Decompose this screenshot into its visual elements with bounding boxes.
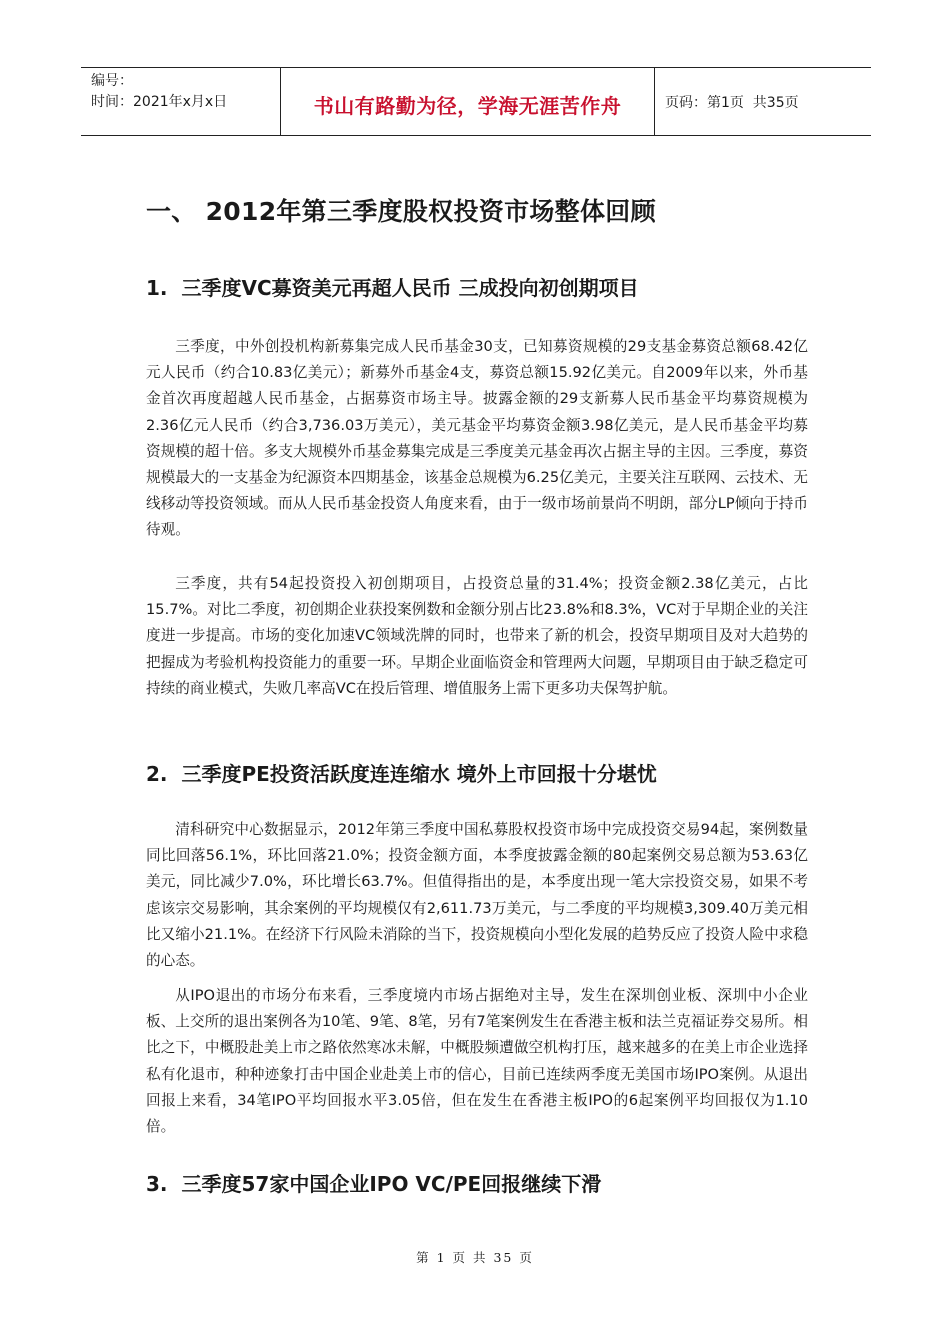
header-motto: 书山有路勤为径，学海无涯苦作舟 [313,94,622,118]
section-number: 1. [146,276,168,300]
chapter-heading: 一、 2012年第三季度股权投资市场整体回顾 [146,197,656,226]
section-number: 2. [146,762,168,786]
body-paragraph: 三季度，共有54起投资投入初创期项目，占投资总量的31.4%；投资金额2.38亿美元，占比15.7%。对比二季度，初创期企业获投案例数和金额分别占比23.8%和8.3%，VC对于早期企业的关注度进一步提高。市场的变化加速VC领域洗牌的同时，也带来了新的机会，投资早期项目及对大趋势的把握成为考验机构投资能力的重要一环。早期企业面临资金和管理两大问题，早期项目由于缺乏稳定可持续的商业模式，失败几率高VC在投后管理、增值服务上需下更多功夫保驾护航。 [146,575,808,697]
header-page-info-cell [655,68,871,135]
section-title: 三季度VC募资美元再超人民币 三成投向初创期项目 [181,276,639,300]
header-meta [81,68,281,135]
body-paragraph: 从IPO退出的市场分布来看，三季度境内市场占据绝对主导，发生在深圳创业板、深圳中小企业板、上交所的退出案例各为10笔、9笔、8笔，另有7笔案例发生在香港主板和法兰克福证券交易所。相比之下，中概股赴美上市之路依然寒冰未解，中概股频遭做空机构打压，越来越多的在美上市企业选择私有化退市，种种迹象打击中国企业赴美上市的信心，目前已连续两季度无美国市场IPO案例。从退出回报上来看，34笔IPO平均回报水平3.05倍，但在发生在香港主板IPO的6起案例平均回报仅为1.10倍。 [146,987,808,1136]
header-page-info: 页码：第1页 共35页 [665,94,799,111]
header-motto-cell [281,68,655,135]
document-time-label: 时间：2021年x月x日 [91,94,228,110]
section-title: 三季度57家中国企业IPO VC/PE回报继续下滑 [181,1172,602,1196]
document-number-label: 编号： [91,73,133,89]
body-paragraph: 清科研究中心数据显示，2012年第三季度中国私募股权投资市场中完成投资交易94起，案例数量同比回落56.1%，环比回落21.0%；投资金额方面，本季度披露金额的80起案例交易总额为53.63亿美元，同比减少7.0%，环比增长63.7%。但值得指出的是，本季度出现一笔大宗投资交易，如果不考虑该宗交易影响，其余案例的平均规模仅有2,611.73万美元，与二季度的平均规模3,309.40万美元相比又缩小21.1%。在经济下行风险未消除的当下，投资规模向小型化发展的趋势反应了投资人险中求稳的心态。 [146,821,808,970]
section-heading-1 [146,272,639,301]
section-title: 三季度PE投资活跃度连连缩水 境外上市回报十分堪忧 [181,762,657,786]
section-number: 3. [146,1172,168,1196]
body-paragraph: 三季度，中外创投机构新募集完成人民币基金30支，已知募资规模的29支基金募资总额68.42亿元人民币（约合10.83亿美元）；新募外币基金4支，募资总额15.92亿美元。自2009年以来，外币基金首次再度超越人民币基金，占据募资市场主导。披露金额的29支新募人民币基金平均募资规模为2.36亿元人民币（约合3,736.03万美元），美元基金平均募资金额3.98亿美元，是人民币基金平均募资规模的超十倍。多支大规模外币基金募集完成是三季度美元基金再次占据主导的主因。三季度，募资规模最大的一支基金为纪源资本四期基金，该基金总规模为6.25亿美元，主要关注互联网、云技术、无线移动等投资领域。而从人民币基金投资人角度来看，由于一级市场前景尚不明朗，部分LP倾向于持币待观。 [146,338,808,539]
page-header [81,67,871,136]
section-heading-2 [146,758,657,787]
section-heading-3 [146,1168,601,1197]
page-footer: 第 1 页 共 35 页 [416,1250,534,1265]
